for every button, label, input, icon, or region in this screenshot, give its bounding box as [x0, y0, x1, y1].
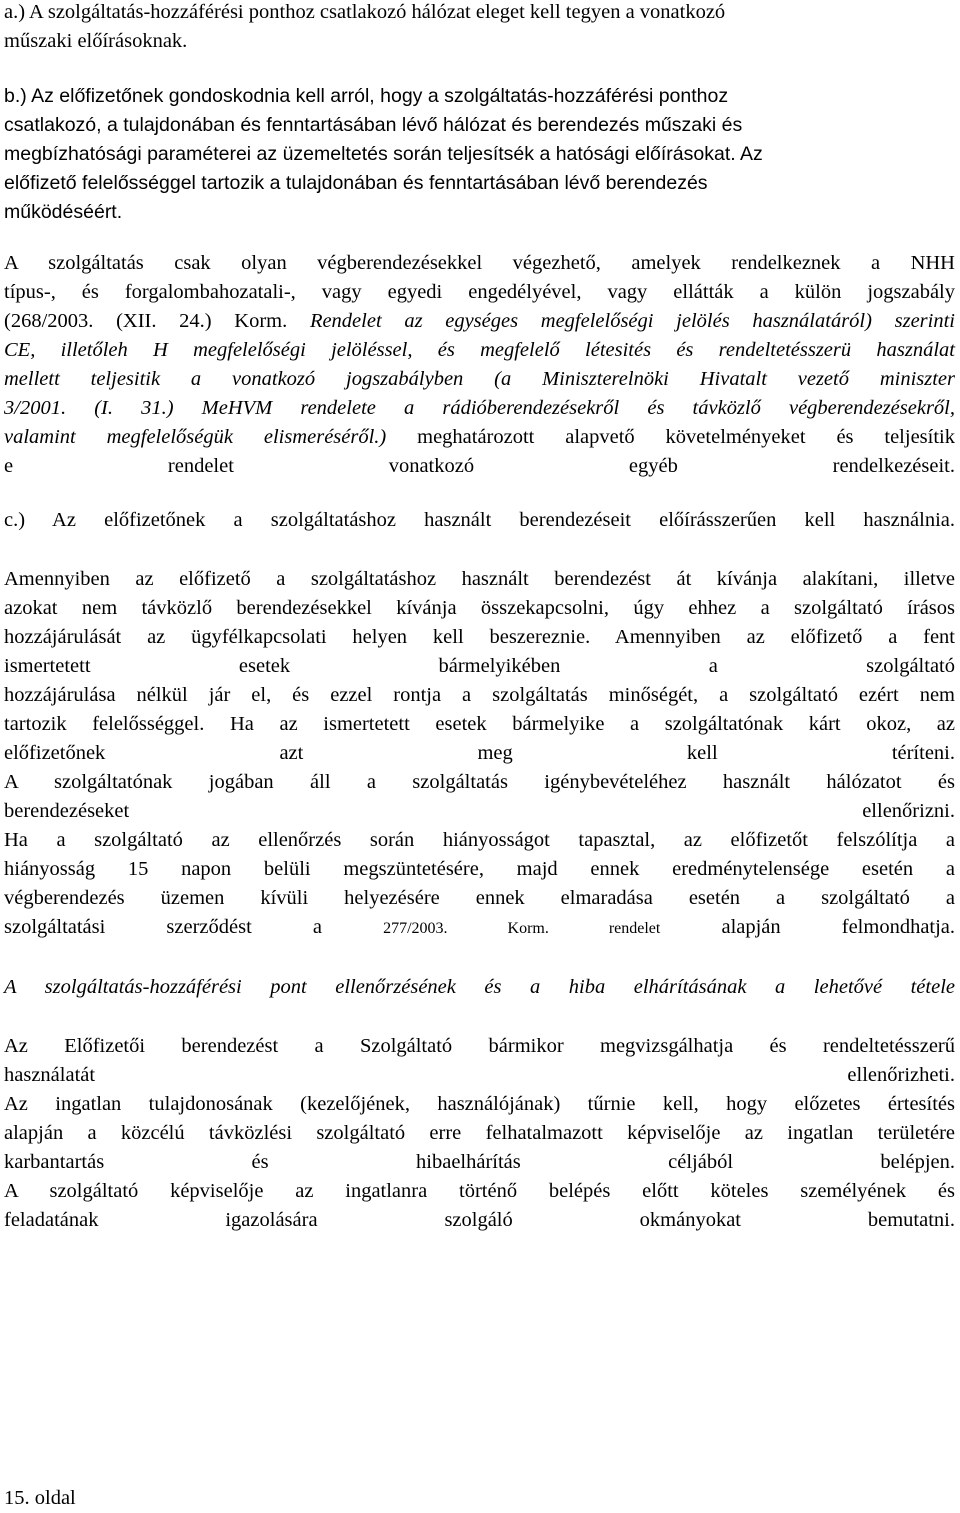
text-line: csatlakozó, a tulajdonában és fenntartásában lévő hálózat és berendezés műszaki és [4, 114, 743, 136]
section-a [4, 0, 955, 56]
text-line: hozzájárulását az ügyfélkapcsolati helyen kell beszereznie. Amennyiben az előfizető a fent [4, 626, 955, 648]
text-line: megbízhatósági paraméterei az üzemeltetés során teljesítsék a hatósági előírásokat. Az [4, 143, 763, 165]
text-line: Az ingatlan tulajdonosának (kezelőjének, használójának) tűrnie kell, hogy előzetes értesítés [4, 1093, 955, 1115]
text-line: Ha a szolgáltató az ellenőrzés során hiányosságot tapasztal, az előfizetőt felszólítja a [4, 829, 955, 851]
text-line: Amennyiben az előfizető a szolgáltatáshoz használt berendezést át kívánja alakítani, illetve [4, 568, 955, 590]
section-c [4, 506, 955, 535]
paragraph-modification [4, 565, 955, 942]
section-b [4, 82, 955, 227]
text-line: berendezéseket ellenőrizni. [4, 800, 955, 822]
law-reference-upright: (268/2003. (XII. 24.) Korm. [4, 310, 288, 332]
regular-run: meghatározott alapvető követelményeket és teljesítik [386, 426, 955, 448]
text-line: végberendezés üzemen kívüli helyezésére ennek elmaradása esetén a szolgáltató a [4, 887, 955, 909]
section-heading [4, 973, 955, 1002]
text-line: c.) Az előfizetőnek a szolgáltatáshoz használt berendezéseit előírásszerűen kell használnia. [4, 509, 955, 531]
law-reference-italic: Rendelet az egységes megfelelőségi jelölés használatáról) szerinti [309, 310, 955, 332]
text-line: hozzájárulása nélkül jár el, és ezzel rontja a szolgáltatás minőségét, a szolgáltató ezért nem [4, 684, 955, 706]
text-line: a.) A szolgáltatás-hozzáférési ponthoz csatlakozó hálózat eleget kell tegyen a vonatkozó [4, 1, 726, 23]
text-line: előfizetőnek azt meg kell téríteni. [4, 742, 955, 764]
text-line: 3/2001. (I. 31.) MeHVM rendelete a rádióberendezésekről és távközlő végberendezésekről, [4, 397, 955, 419]
text-run: szolgáltatási szerződést a [4, 916, 322, 938]
text-line: ismertetett esetek bármelyikében a szolgáltató [4, 655, 955, 677]
text-line: A szolgáltató képviselője az ingatlanra történő belépés előtt köteles személyének és [4, 1180, 955, 1202]
text-line: azokat nem távközlő berendezésekkel kívánja összekapcsolni, úgy ehhez a szolgáltató írásos [4, 597, 955, 619]
text-line: típus-, és forgalombahozatali-, vagy egyedi engedélyével, vagy ellátták a külön jogszabály [4, 281, 955, 303]
text-line: b.) Az előfizetőnek gondoskodnia kell arról, hogy a szolgáltatás-hozzáférési ponthoz [4, 85, 729, 107]
text-line: A szolgáltatónak jogában áll a szolgáltatás igénybevételéhez használt hálózatot és [4, 771, 955, 793]
text-line [4, 913, 955, 942]
text-line: CE, illetőleh H megfelelőségi jelöléssel, és megfelelő létesités és rendeltetésszerü használat [4, 339, 955, 361]
text-line: előfizető felelősséggel tartozik a tulajdonában és fenntartásában lévő berendezés [4, 172, 708, 194]
text-line: e rendelet vonatkozó egyéb rendelkezéseit. [4, 455, 955, 477]
text-line: Az Előfizetői berendezést a Szolgáltató bármikor megvizsgálhatja és rendeltetésszerű [4, 1035, 955, 1057]
text-line [4, 307, 955, 336]
paragraph-inspection [4, 1032, 955, 1235]
heading-line: A szolgáltatás-hozzáférési pont ellenőrzésének és a hiba elhárításának a lehetővé tétele [4, 976, 955, 998]
text-line: karbantartás és hibaelhárítás céljából belépjen. [4, 1151, 955, 1173]
page-number: 15. oldal [4, 1487, 76, 1509]
text-line: műszaki előírásoknak. [4, 30, 188, 52]
text-line: mellett teljesitik a vonatkozó jogszabályben (a Miniszterelnöki Hivatalt vezető miniszter [4, 368, 955, 390]
italic-run: valamint megfelelőségük elismeréséről.) [4, 426, 387, 448]
text-line [4, 423, 955, 452]
text-line: feladatának igazolására szolgáló okmányokat bemutatni. [4, 1209, 955, 1231]
text-line: alapján a közcélú távközlési szolgáltató erre felhatalmazott képviselője az ingatlan területére [4, 1122, 955, 1144]
text-line: tartozik felelősséggel. Ha az ismertetett esetek bármelyike a szolgáltatónak kárt okoz, az [4, 713, 955, 735]
text-line: A szolgáltatás csak olyan végberendezésekkel végezhető, amelyek rendelkeznek a NHH [4, 252, 955, 274]
text-run: alapján felmondhatja. [721, 916, 956, 938]
text-line: hiányosság 15 napon belüli megszüntetésére, majd ennek eredménytelensége esetén a [4, 858, 955, 880]
text-line: használatát ellenőrizheti. [4, 1064, 955, 1086]
text-line: működéséért. [4, 201, 123, 223]
paragraph-equipment [4, 249, 955, 481]
law-reference: 277/2003. Korm. rendelet [383, 920, 661, 937]
